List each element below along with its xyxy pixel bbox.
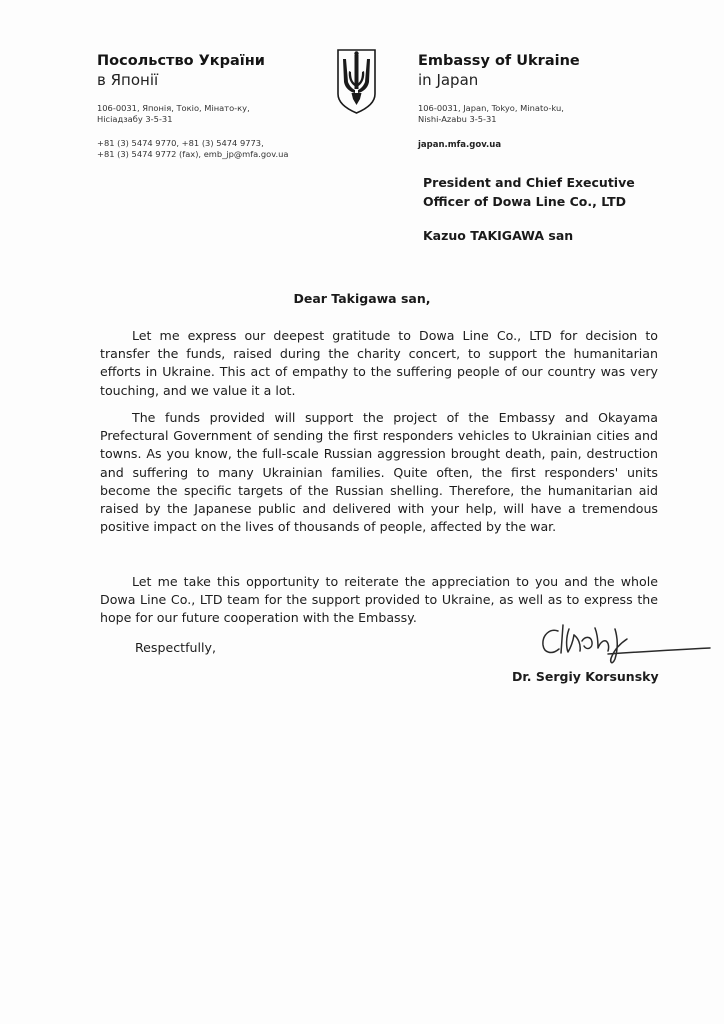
handwritten-signature-icon [538, 615, 718, 669]
phones-line1: +81 (3) 5474 9770, +81 (3) 5474 9773, [97, 138, 264, 148]
signer-name: Dr. Sergiy Korsunsky [512, 669, 659, 684]
closing: Respectfully, [135, 640, 216, 655]
body-paragraph-2: The funds provided will support the project of the Embassy and Okayama Prefectural Government of sending the first responders vehicles to Ukrainian cities and towns. As you know, the full-scale Russian aggression brought death, pain, destruction and suffering to many Ukrainian families. Quite often, the first responders' units become the specific targets of the Russian shelling. Therefore, the humanitarian aid raised by the Japanese public and delivered with your help, will have a tremendous positive impact on the lives of thousands of people, affected by the war. [100, 410, 658, 535]
header-english [418, 52, 638, 151]
ukrainian-trident-icon [334, 47, 379, 115]
address-english-line2: Nishi-Azabu 3-5-31 [418, 114, 497, 124]
embassy-name-ukrainian: Посольство України [97, 53, 265, 69]
recipient-title-line1: President and Chief Executive [423, 175, 635, 190]
address-english-line1: 106-0031, Japan, Tokyo, Minato-ku, [418, 103, 564, 113]
salutation: Dear Takigawa san, [293, 291, 431, 306]
recipient-title-line2: Officer of Dowa Line Co., LTD [423, 194, 627, 209]
embassy-website: japan.mfa.gov.ua [418, 140, 502, 150]
recipient-name: Kazuo TAKIGAWA san [423, 228, 574, 243]
body-paragraph-3: Let me take this opportunity to reiterate the appreciation to you and the whole Dowa Line Co., LTD team for the support provided to Ukraine, as well as to express the hope for our future cooperation with the Embassy. [100, 574, 658, 626]
address-ukrainian-line1: 106-0031, Японія, Токіо, Мінато-ку, [97, 103, 250, 113]
header-ukrainian [97, 52, 317, 160]
phones-line2: +81 (3) 5474 9772 (fax), emb_jp@mfa.gov.ua [97, 149, 289, 159]
embassy-location-ukrainian: в Японії [97, 71, 159, 89]
embassy-name-english: Embassy of Ukraine [418, 53, 580, 69]
address-ukrainian-line2: Нісіадзабу 3-5-31 [97, 114, 173, 124]
recipient-title [423, 173, 683, 211]
embassy-location-english: in Japan [418, 71, 479, 89]
body-paragraph-1: Let me express our deepest gratitude to Dowa Line Co., LTD for decision to transfer the funds, raised during the charity concert, to support the humanitarian efforts in Ukraine. This act of empathy to the suffering people of our country was very touching, and we value it a lot. [100, 328, 658, 398]
